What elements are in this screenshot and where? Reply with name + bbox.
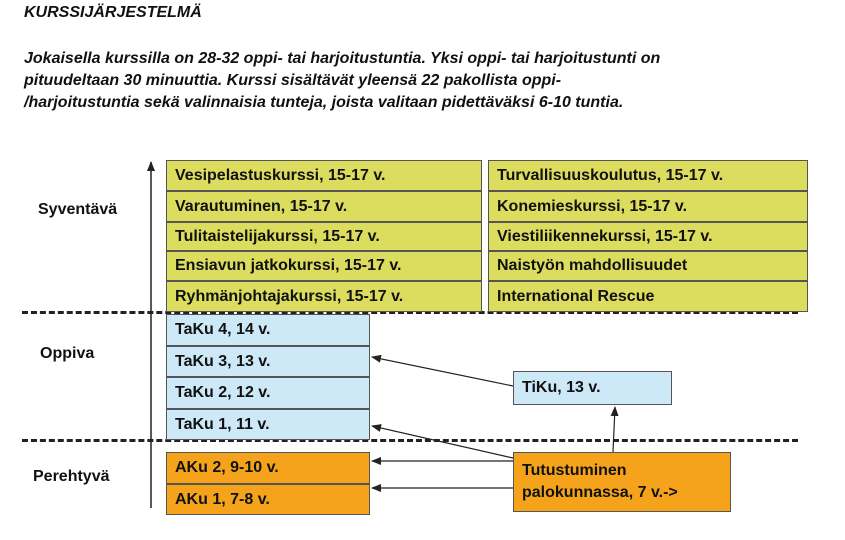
level-label-oppiva: Oppiva <box>40 345 95 362</box>
course-box-taku-4: TaKu 4, 14 v. <box>166 314 370 346</box>
course-box: Viestiliikennekurssi, 15-17 v. <box>488 222 808 251</box>
course-box-aku-2: AKu 2, 9-10 v. <box>166 452 370 484</box>
level-label-syventava: Syventävä <box>38 201 118 218</box>
course-box: Ensiavun jatkokurssi, 15-17 v. <box>166 251 482 281</box>
course-box: Varautuminen, 15-17 v. <box>166 191 482 222</box>
course-box-tiku: TiKu, 13 v. <box>513 371 672 405</box>
course-box: Konemieskurssi, 15-17 v. <box>488 191 808 222</box>
course-box: Vesipelastuskurssi, 15-17 v. <box>166 160 482 191</box>
intro-line: /harjoitustuntia sekä valinnaisia tunteja, joista valitaan pidettäväksi 6-10 tuntia. <box>24 94 624 111</box>
course-box-taku-1: TaKu 1, 11 v. <box>166 409 370 440</box>
course-box: Ryhmänjohtajakurssi, 15-17 v. <box>166 281 482 312</box>
course-box-tutustuminen <box>513 452 731 512</box>
course-box: International Rescue <box>488 281 808 312</box>
tutustuminen-line: palokunnassa, 7 v.-> <box>522 484 678 501</box>
level-label-perehtyva: Perehtyvä <box>33 468 110 485</box>
intro-paragraph <box>24 48 824 114</box>
course-box-aku-1: AKu 1, 7-8 v. <box>166 484 370 515</box>
course-box: Naistyön mahdollisuudet <box>488 251 808 281</box>
level-divider <box>22 439 798 442</box>
course-box-taku-2: TaKu 2, 12 v. <box>166 377 370 409</box>
arrow-tutustuminen-to-taku-1 <box>372 426 513 458</box>
page-title: KURSSIJÄRJESTELMÄ <box>24 4 202 21</box>
intro-line: Jokaisella kurssilla on 28-32 oppi- tai harjoitustuntia. Yksi oppi- tai harjoitustunti on <box>24 50 661 67</box>
arrow-tutustuminen-to-tiku <box>613 407 615 452</box>
arrow-tiku-to-taku-3 <box>372 357 513 386</box>
course-box: Tulitaistelijakurssi, 15-17 v. <box>166 222 482 251</box>
course-box: Turvallisuuskoulutus, 15-17 v. <box>488 160 808 191</box>
tutustuminen-line: Tutustuminen <box>522 462 627 479</box>
course-box-taku-3: TaKu 3, 13 v. <box>166 346 370 377</box>
intro-line: pituudeltaan 30 minuuttia. Kurssi sisältävät yleensä 22 pakollista oppi- <box>24 72 562 89</box>
